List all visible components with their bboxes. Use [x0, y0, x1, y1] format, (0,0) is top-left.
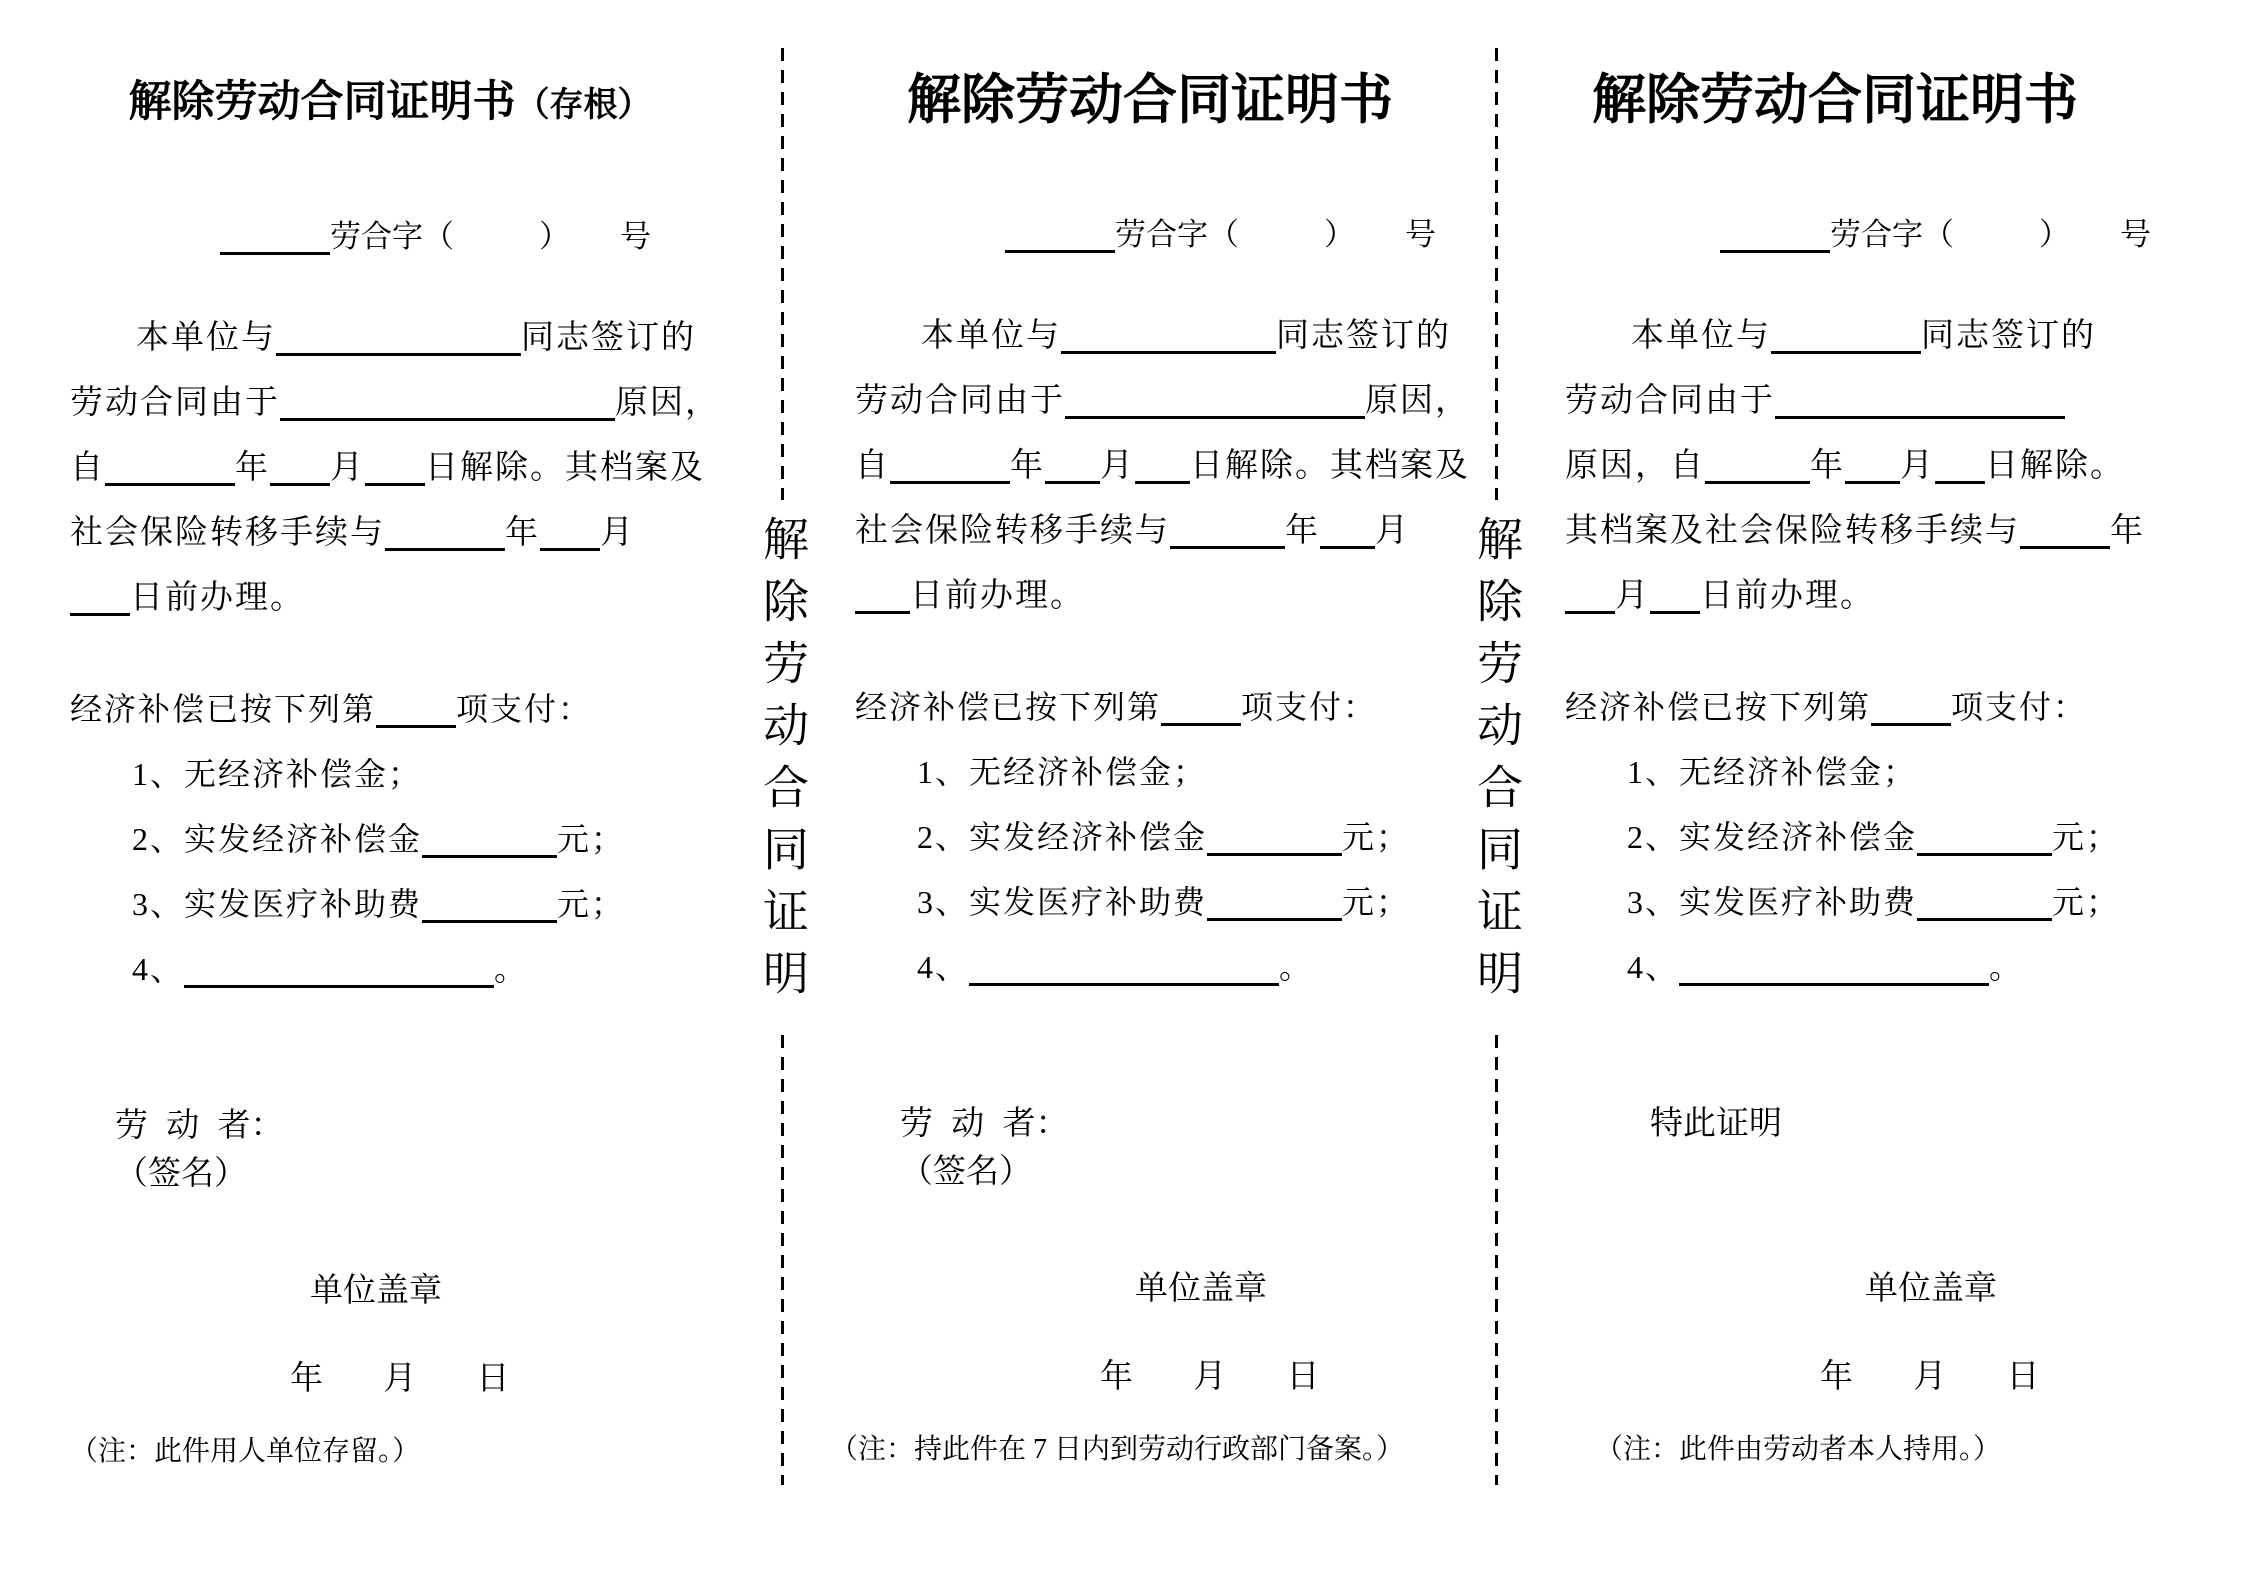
compensation-item-1	[1565, 740, 2105, 805]
body-line-2	[70, 371, 720, 436]
body-text: 自	[70, 450, 105, 486]
fold-divider	[1466, 0, 1526, 1587]
body-text: 4、	[132, 951, 185, 987]
blank-underline	[1135, 445, 1190, 484]
compensation-section	[1565, 675, 2121, 1000]
unit-seal-label: 单位盖章	[1135, 1271, 1267, 1307]
compensation-item-2	[855, 805, 1445, 870]
body-line-3	[1565, 434, 2125, 499]
signature-hint: （签名）	[900, 1154, 1032, 1190]
ref-label: 劳合字（	[330, 219, 454, 254]
blank-underline	[1650, 575, 1700, 614]
fold-divider	[752, 0, 812, 1587]
certificate-title: 解除劳动合同证明书	[907, 70, 1393, 130]
date-line: 年 月 日	[1820, 1359, 2040, 1395]
ref-number-line	[220, 216, 710, 258]
footnote: （注：此件用人单位存留。）	[70, 1436, 421, 1467]
blank-underline	[1775, 380, 2065, 419]
body-text: 本单位与	[921, 318, 1061, 354]
compensation-item-4	[70, 937, 710, 1002]
compensation-item-4	[855, 935, 1445, 1000]
dashed-line	[1495, 48, 1498, 500]
unit-seal-label: 单位盖章	[1865, 1271, 1997, 1307]
blank-underline	[422, 819, 557, 858]
dashed-line	[1495, 1035, 1498, 1485]
compensation-header	[1565, 675, 2105, 740]
compensation-item-3	[1565, 870, 2121, 935]
body-text: 原因，	[615, 385, 720, 421]
blank-underline	[1320, 510, 1375, 549]
body-text: 本单位与	[1631, 318, 1771, 354]
blank-underline	[1065, 380, 1365, 419]
body-text: 劳动合同由于	[70, 385, 280, 421]
body-text: 1、无经济补偿金；	[1627, 754, 1918, 790]
body-text: 经济补偿已按下列第	[1565, 689, 1872, 725]
column-worker-copy	[1565, 0, 2151, 1587]
body-text: 。	[1279, 949, 1314, 985]
body-text: 劳动合同由于	[855, 383, 1065, 419]
body-paragraph	[855, 304, 1470, 629]
body-text: 年	[1810, 448, 1845, 484]
body-line-3	[70, 436, 710, 501]
blank-underline	[1005, 214, 1115, 253]
body-line-4	[70, 501, 710, 566]
body-text: 元；	[557, 821, 626, 857]
blank-underline	[385, 512, 505, 551]
body-text: 月	[1375, 513, 1410, 549]
blank-underline	[1771, 315, 1921, 354]
column-filing-copy	[830, 0, 1470, 1587]
ref-label: 劳合字（	[1115, 217, 1239, 252]
body-text: 年	[505, 515, 540, 551]
date-line: 年 月 日	[290, 1361, 510, 1397]
body-line-4	[1565, 499, 2145, 564]
body-text: 1、无经济补偿金；	[132, 756, 423, 792]
body-text: 项支付：	[1241, 689, 1378, 725]
body-text: 社会保险转移手续与	[855, 513, 1170, 549]
blank-underline	[422, 884, 557, 923]
dashed-line	[781, 1035, 784, 1485]
blank-underline	[184, 949, 494, 988]
date-line: 年 月 日	[1100, 1359, 1320, 1395]
body-text: 日前办理。	[1700, 578, 1875, 614]
blank-underline	[1720, 214, 1830, 253]
body-text: 经济补偿已按下列第	[70, 691, 377, 727]
body-text: 日解除。	[1985, 448, 2125, 484]
blank-underline	[376, 689, 456, 728]
blank-underline	[276, 317, 521, 356]
worker-signature-label: 劳 动 者：	[900, 1106, 1069, 1142]
compensation-section	[70, 677, 710, 1002]
blank-underline	[1917, 817, 2052, 856]
blank-underline	[1679, 947, 1989, 986]
dashed-line	[781, 48, 784, 500]
certify-statement: 特此证明	[1650, 1106, 1782, 1142]
body-line-1	[70, 306, 710, 371]
body-line-5	[70, 566, 710, 631]
body-text: 3、实发医疗补助费	[1627, 884, 1918, 920]
ref-no-label: 号	[2120, 217, 2151, 252]
body-text: 同志签订的	[521, 320, 696, 356]
compensation-item-2	[1565, 805, 2121, 870]
compensation-item-1	[70, 742, 710, 807]
compensation-item-1	[855, 740, 1445, 805]
body-paragraph	[70, 306, 720, 631]
body-text: 原因，自	[1565, 448, 1705, 484]
body-text: 年	[1285, 513, 1320, 549]
blank-underline	[1565, 575, 1615, 614]
body-text: 3、实发医疗补助费	[917, 884, 1208, 920]
blank-underline	[220, 216, 330, 255]
body-text: 日前办理。	[130, 580, 305, 616]
body-text: 社会保险转移手续与	[70, 515, 385, 551]
body-text: 年	[235, 450, 270, 486]
ref-no-label: 号	[1405, 217, 1436, 252]
stub-title-text: 解除劳动合同证明书	[128, 79, 516, 126]
blank-underline	[1935, 445, 1985, 484]
blank-underline	[1170, 510, 1285, 549]
body-text: 元；	[557, 886, 626, 922]
ref-number-line	[1720, 214, 2151, 256]
ref-no-label: 号	[620, 219, 651, 254]
blank-underline	[1845, 445, 1900, 484]
body-text: 经济补偿已按下列第	[855, 689, 1162, 725]
blank-underline	[969, 947, 1279, 986]
body-text: 劳动合同由于	[1565, 383, 1775, 419]
compensation-item-2	[70, 807, 710, 872]
body-text: 元；	[2052, 884, 2121, 920]
divider-vertical-caption: 解除劳动合同证明	[1471, 515, 1522, 1011]
blank-underline	[1045, 445, 1100, 484]
compensation-item-3	[70, 872, 710, 937]
body-text: 2、实发经济补偿金	[917, 819, 1208, 855]
body-text: 同志签订的	[1921, 318, 2096, 354]
blank-underline	[280, 382, 615, 421]
body-text: 1、无经济补偿金；	[917, 754, 1208, 790]
unit-seal-label: 单位盖章	[310, 1273, 442, 1309]
body-text: 日前办理。	[910, 578, 1085, 614]
blank-underline	[1917, 882, 2052, 921]
blank-underline	[1161, 687, 1241, 726]
body-text: 月	[600, 515, 635, 551]
body-line-2	[855, 369, 1470, 434]
divider-vertical-caption: 解除劳动合同证明	[757, 515, 808, 1011]
body-text: 月	[1100, 448, 1135, 484]
blank-underline	[890, 445, 1010, 484]
body-text: 日解除。其档案及	[425, 450, 705, 486]
blank-underline	[105, 447, 235, 486]
compensation-header	[70, 677, 710, 742]
ref-close-paren: ）	[2039, 217, 2070, 252]
ref-close-paren: ）	[1324, 217, 1355, 252]
blank-underline	[365, 447, 425, 486]
body-text: 3、实发医疗补助费	[132, 886, 423, 922]
body-text: 4、	[917, 949, 970, 985]
body-text: 2、实发经济补偿金	[132, 821, 423, 857]
blank-underline	[2020, 510, 2110, 549]
body-text: 年	[1010, 448, 1045, 484]
blank-underline	[270, 447, 330, 486]
body-paragraph	[1565, 304, 2145, 629]
footnote: （注：持此件在 7 日内到劳动行政部门备案。）	[830, 1434, 1405, 1465]
body-line-1	[1565, 304, 2105, 369]
body-text: 项支付：	[456, 691, 593, 727]
footnote: （注：此件由劳动者本人持用。）	[1595, 1434, 2002, 1465]
compensation-item-4	[1565, 935, 2105, 1000]
blank-underline	[1207, 882, 1342, 921]
ref-close-paren: ）	[539, 219, 570, 254]
body-text: 其档案及社会保险转移手续与	[1565, 513, 2020, 549]
body-line-4	[855, 499, 1445, 564]
compensation-section	[855, 675, 1445, 1000]
blank-underline	[540, 512, 600, 551]
ref-label: 劳合字（	[1830, 217, 1954, 252]
worker-signature-label: 劳 动 者：	[115, 1108, 284, 1144]
body-text: 元；	[1342, 819, 1411, 855]
body-text: 原因，	[1365, 383, 1470, 419]
blank-underline	[1207, 817, 1342, 856]
blank-underline	[70, 577, 130, 616]
column-stub	[70, 0, 720, 1587]
body-text: 自	[855, 448, 890, 484]
blank-underline	[1705, 445, 1810, 484]
compensation-item-3	[855, 870, 1445, 935]
blank-underline	[1061, 315, 1276, 354]
signature-hint: （签名）	[115, 1156, 247, 1192]
body-text: 月	[1615, 578, 1650, 614]
certificate-title: 解除劳动合同证明书	[1592, 70, 2078, 130]
ref-number-line	[1005, 214, 1445, 256]
body-text: 。	[1989, 949, 2024, 985]
body-line-3	[855, 434, 1470, 499]
body-line-1	[855, 304, 1451, 369]
body-line-2	[1565, 369, 2105, 434]
stub-title	[70, 75, 710, 134]
compensation-header	[855, 675, 1445, 740]
blank-underline	[855, 575, 910, 614]
stub-title-suffix: （存根）	[515, 87, 652, 124]
body-text: 。	[494, 951, 529, 987]
body-text: 本单位与	[136, 320, 276, 356]
body-text: 同志签订的	[1276, 318, 1451, 354]
body-text: 日解除。其档案及	[1190, 448, 1470, 484]
body-text: 月	[330, 450, 365, 486]
body-text: 月	[1900, 448, 1935, 484]
body-text: 项支付：	[1951, 689, 2088, 725]
body-text: 年	[2110, 513, 2145, 549]
blank-underline	[1871, 687, 1951, 726]
body-text: 元；	[2052, 819, 2121, 855]
body-line-5	[1565, 564, 2105, 629]
body-text: 元；	[1342, 884, 1411, 920]
body-line-5	[855, 564, 1445, 629]
body-text: 4、	[1627, 949, 1680, 985]
body-text: 2、实发经济补偿金	[1627, 819, 1918, 855]
